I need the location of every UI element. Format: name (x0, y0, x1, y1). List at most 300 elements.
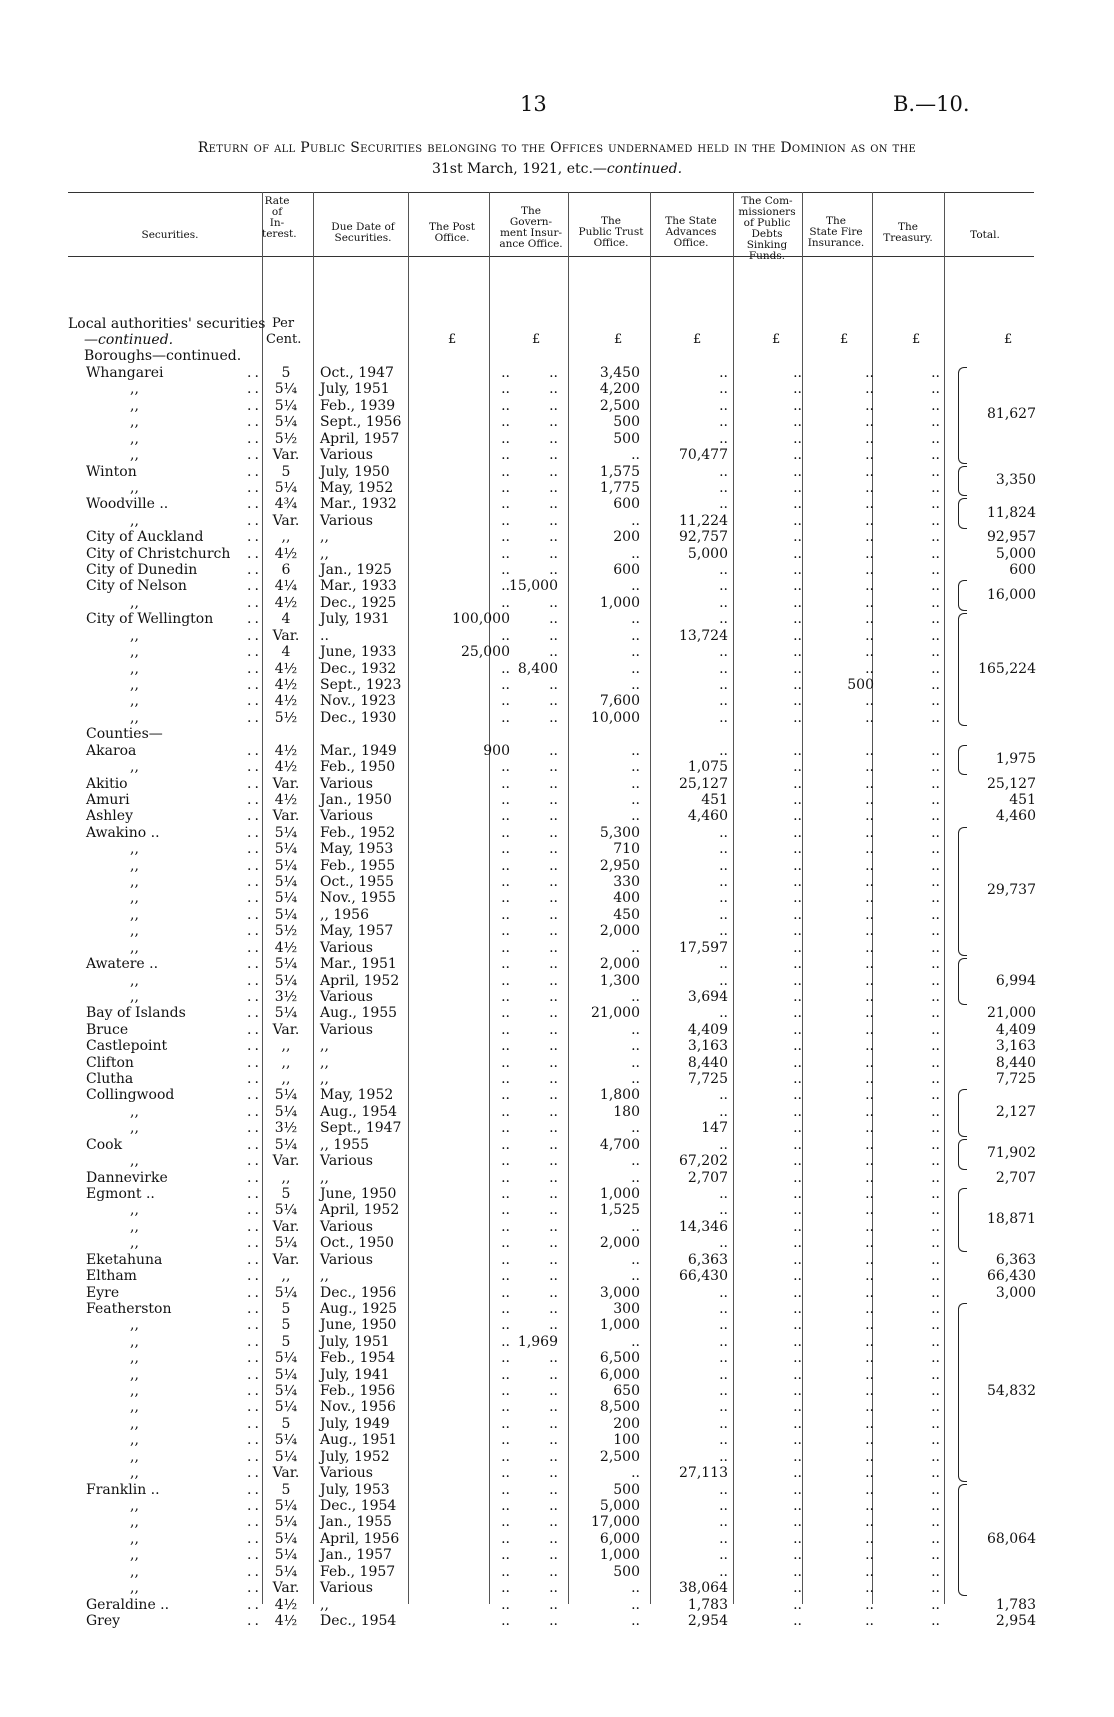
gov-insurance-value: .. (549, 775, 558, 792)
leader-dots: .. (247, 1005, 262, 1022)
commissioners-value: .. (793, 1186, 802, 1202)
due-date: Dec., 1954 (320, 1612, 397, 1629)
state-advances-value: .. (719, 644, 728, 661)
treasury-value: .. (931, 1268, 940, 1285)
state-fire-value: .. (865, 512, 874, 529)
table-row (0, 529, 1114, 545)
interest-rate: 4½ (274, 759, 298, 776)
public-trust-value: .. (631, 447, 640, 464)
col-head-line: Advances (665, 226, 717, 238)
due-date: Various (320, 1251, 373, 1268)
public-trust-value: 1,000 (599, 594, 640, 611)
post-office-value: .. (501, 660, 510, 677)
subtitle-continued: continued. (606, 161, 683, 177)
due-date: Jan., 1925 (320, 562, 392, 579)
interest-rate: 5¼ (274, 874, 298, 891)
leader-dots: .. (247, 397, 262, 414)
table-row (0, 1087, 1114, 1103)
treasury-value: .. (931, 1580, 940, 1597)
state-fire-value: .. (865, 709, 874, 726)
treasury-value: .. (931, 709, 940, 726)
post-office-value: .. (501, 1186, 510, 1202)
due-date: Various (320, 1580, 373, 1597)
interest-rate: 5¼ (274, 1350, 298, 1367)
security-name: ,, (130, 644, 139, 661)
commissioners-value: .. (793, 660, 802, 677)
public-trust-value: .. (631, 791, 640, 808)
security-name: Akaroa (86, 742, 137, 759)
table-row (0, 1153, 1114, 1169)
commissioners-value: .. (793, 463, 802, 480)
public-trust-value: 2,000 (599, 956, 640, 973)
col-head-adv (655, 216, 727, 249)
state-advances-value: .. (719, 463, 728, 480)
gov-insurance-value: .. (549, 1235, 558, 1252)
leader-dots: .. (247, 562, 262, 579)
leader-dots: .. (247, 1333, 262, 1350)
treasury-value: .. (931, 1514, 940, 1531)
commissioners-value: .. (793, 1563, 802, 1580)
state-fire-value: .. (865, 496, 874, 513)
row-total: 3,163 (995, 1038, 1036, 1055)
commissioners-value: .. (793, 1284, 802, 1301)
group-total: 1,975 (995, 751, 1036, 768)
commissioners-value: .. (793, 594, 802, 611)
due-date: Various (320, 1218, 373, 1235)
state-fire-value: .. (865, 430, 874, 447)
treasury-value: .. (931, 1612, 940, 1629)
state-advances-value: .. (719, 676, 728, 693)
treasury-value: .. (931, 1481, 940, 1498)
security-name: Grey (86, 1612, 121, 1629)
group-total: 6,994 (995, 972, 1036, 989)
post-office-value: .. (501, 1103, 510, 1120)
public-trust-value: .. (631, 988, 640, 1005)
table-row (0, 726, 1114, 742)
security-name: ,, (130, 906, 139, 923)
public-trust-value: 500 (613, 1481, 640, 1498)
state-advances-value: .. (719, 1383, 728, 1400)
state-fire-value: .. (865, 956, 874, 973)
col-head-fire (802, 216, 870, 249)
security-name: ,, (130, 693, 139, 710)
col-head-line: Office. (673, 237, 709, 249)
state-fire-value: .. (865, 627, 874, 644)
due-date: Various (320, 512, 373, 529)
leader-dots: .. (247, 365, 262, 381)
treasury-value: .. (931, 1317, 940, 1334)
post-office-value: 25,000 (461, 644, 510, 661)
table-row (0, 381, 1114, 397)
due-date: Mar., 1951 (320, 956, 397, 973)
commissioners-value: .. (793, 627, 802, 644)
gov-insurance-value: .. (549, 611, 558, 628)
section-heading-2: —continued. (84, 332, 174, 348)
interest-rate: 4½ (274, 939, 298, 956)
state-fire-value: .. (865, 759, 874, 776)
commissioners-value: .. (793, 562, 802, 579)
table-row (0, 595, 1114, 611)
col-head-tres (876, 222, 940, 244)
public-trust-value: .. (631, 1153, 640, 1170)
state-fire-value: .. (865, 1481, 874, 1498)
row-total: 7,725 (995, 1071, 1036, 1088)
col-head-line: The (601, 215, 621, 227)
state-advances-value: .. (719, 1136, 728, 1153)
commissioners-value: .. (793, 742, 802, 759)
state-fire-value: .. (865, 988, 874, 1005)
gov-insurance-value: .. (549, 644, 558, 661)
due-date: Mar., 1949 (320, 742, 397, 759)
security-name: ,, (130, 1333, 139, 1350)
state-fire-value: .. (865, 1202, 874, 1219)
leader-dots: .. (247, 693, 262, 710)
commissioners-value: .. (793, 1202, 802, 1219)
state-fire-value: .. (865, 414, 874, 431)
security-name: Egmont .. (86, 1186, 155, 1202)
public-trust-value: .. (631, 1021, 640, 1038)
leader-dots: .. (247, 1415, 262, 1432)
interest-rate: 5 (281, 1317, 291, 1334)
interest-rate: 5¼ (274, 381, 298, 398)
state-fire-value: .. (865, 447, 874, 464)
leader-dots: .. (247, 906, 262, 923)
state-advances-value: .. (719, 1202, 728, 1219)
interest-rate: 5¼ (274, 1202, 298, 1219)
leader-dots: .. (247, 414, 262, 431)
treasury-value: .. (931, 874, 940, 891)
gov-insurance-value: .. (549, 1169, 558, 1186)
due-date: May, 1952 (320, 479, 394, 496)
public-trust-value: .. (631, 545, 640, 562)
gov-insurance-value: .. (549, 1186, 558, 1202)
table-row (0, 1301, 1114, 1317)
row-total: 2,954 (995, 1612, 1036, 1629)
table-row (0, 1613, 1114, 1629)
leader-dots: .. (247, 644, 262, 661)
post-office-value: .. (501, 1169, 510, 1186)
commissioners-value: .. (793, 1038, 802, 1055)
table-row (0, 447, 1114, 463)
due-date: Aug., 1925 (320, 1300, 398, 1317)
leader-dots: .. (247, 775, 262, 792)
public-trust-value: .. (631, 1268, 640, 1285)
col-head-line: of Public (743, 217, 791, 229)
table-row (0, 1186, 1114, 1202)
commissioners-value: .. (793, 693, 802, 710)
treasury-value: .. (931, 841, 940, 858)
state-fire-value: .. (865, 1087, 874, 1104)
gov-insurance-value: .. (549, 1481, 558, 1498)
public-trust-value: 6,000 (599, 1366, 640, 1383)
table-row (0, 644, 1114, 660)
public-trust-value: 4,200 (599, 381, 640, 398)
state-advances-value: .. (719, 1432, 728, 1449)
due-date: July, 1953 (320, 1481, 390, 1498)
state-advances-value: 27,113 (679, 1465, 728, 1482)
commissioners-value: .. (793, 1383, 802, 1400)
commissioners-value: .. (793, 1596, 802, 1613)
interest-rate: 6 (281, 562, 291, 579)
public-trust-value: 8,500 (599, 1399, 640, 1416)
row-total: 3,000 (995, 1284, 1036, 1301)
commissioners-value: .. (793, 1136, 802, 1153)
treasury-value: .. (931, 1235, 940, 1252)
security-name: ,, (130, 1448, 139, 1465)
due-date: Various (320, 1021, 373, 1038)
group-total: 29,737 (987, 882, 1036, 899)
post-office-value: .. (501, 529, 510, 546)
col-head-line: Funds. (748, 250, 786, 262)
due-date: Feb., 1939 (320, 397, 396, 414)
interest-rate: 4 (281, 611, 291, 628)
group-total: 68,064 (987, 1531, 1036, 1548)
state-fire-value: .. (865, 1071, 874, 1088)
security-name: ,, (130, 1432, 139, 1449)
interest-rate: 4½ (274, 693, 298, 710)
gov-insurance-value: .. (549, 1153, 558, 1170)
gov-insurance-value: .. (549, 906, 558, 923)
due-date: May, 1952 (320, 1087, 394, 1104)
table-row (0, 1531, 1114, 1547)
due-date: Jan., 1950 (320, 791, 392, 808)
col-head-total: Total. (970, 229, 1000, 241)
table-row (0, 1202, 1114, 1218)
table-row (0, 743, 1114, 759)
state-fire-value: .. (865, 939, 874, 956)
commissioners-value: .. (793, 1235, 802, 1252)
commissioners-value: .. (793, 414, 802, 431)
col-head-line: Govern- (509, 216, 553, 228)
treasury-value: .. (931, 857, 940, 874)
treasury-value: .. (931, 775, 940, 792)
security-name: ,, (130, 857, 139, 874)
state-fire-value: .. (865, 1563, 874, 1580)
post-office-value: .. (501, 906, 510, 923)
table-row (0, 398, 1114, 414)
commissioners-value: .. (793, 1120, 802, 1137)
leader-dots: .. (247, 1021, 262, 1038)
post-office-value: .. (501, 791, 510, 808)
state-advances-value: .. (719, 1317, 728, 1334)
col-head-line: Due Date of (331, 221, 395, 233)
interest-rate: 4 (281, 644, 291, 661)
state-fire-value: .. (865, 1120, 874, 1137)
leader-dots: .. (247, 496, 262, 513)
interest-rate: Var. (272, 447, 300, 464)
state-advances-value: .. (719, 841, 728, 858)
post-office-value: .. (501, 874, 510, 891)
table-row (0, 989, 1114, 1005)
gov-insurance-value: 8,400 (517, 660, 558, 677)
security-name: ,, (130, 414, 139, 431)
commissioners-value: .. (793, 923, 802, 940)
table-row (0, 776, 1114, 792)
commissioners-value: .. (793, 397, 802, 414)
row-total: 4,409 (995, 1021, 1036, 1038)
commissioners-value: .. (793, 939, 802, 956)
state-fire-value: .. (865, 923, 874, 940)
gov-insurance-value: .. (549, 890, 558, 907)
post-office-value: .. (501, 1350, 510, 1367)
interest-rate: 4½ (274, 1596, 298, 1613)
state-advances-value: .. (719, 381, 728, 398)
public-trust-value: 200 (613, 529, 640, 546)
post-office-value: .. (501, 1547, 510, 1564)
table-row (0, 1334, 1114, 1350)
state-fire-value: .. (865, 1300, 874, 1317)
commissioners-value: .. (793, 759, 802, 776)
commissioners-value: .. (793, 479, 802, 496)
state-fire-value: .. (865, 1448, 874, 1465)
commissioners-value: .. (793, 1415, 802, 1432)
state-advances-value: .. (719, 1235, 728, 1252)
treasury-value: .. (931, 1547, 940, 1564)
state-advances-value: .. (719, 578, 728, 595)
post-office-value: .. (501, 1596, 510, 1613)
table-row (0, 890, 1114, 906)
table-row (0, 1482, 1114, 1498)
public-trust-value: .. (631, 808, 640, 825)
gov-insurance-value: .. (549, 1580, 558, 1597)
interest-rate: 5¼ (274, 956, 298, 973)
due-date: June, 1950 (320, 1186, 397, 1202)
interest-rate: 5 (281, 1300, 291, 1317)
leader-dots: .. (247, 890, 262, 907)
post-office-value: .. (501, 1497, 510, 1514)
security-name: ,, (130, 397, 139, 414)
post-office-value: .. (501, 988, 510, 1005)
public-trust-value: .. (631, 1120, 640, 1137)
commissioners-value: .. (793, 1169, 802, 1186)
col-head-line: Insurance. (807, 237, 865, 249)
interest-rate: 5½ (274, 923, 298, 940)
gov-insurance-value: .. (549, 1202, 558, 1219)
state-advances-value: .. (719, 1186, 728, 1202)
gov-insurance-value: .. (549, 1415, 558, 1432)
state-advances-value: 70,477 (679, 447, 728, 464)
public-trust-value: 330 (613, 874, 640, 891)
due-date: Jan., 1955 (320, 1514, 392, 1531)
leader-dots: .. (247, 1218, 262, 1235)
security-name: ,, (130, 709, 139, 726)
interest-rate: 4½ (274, 660, 298, 677)
treasury-value: .. (931, 1021, 940, 1038)
commissioners-value: .. (793, 1366, 802, 1383)
treasury-value: .. (931, 430, 940, 447)
gov-insurance-value: .. (549, 545, 558, 562)
treasury-value: .. (931, 1366, 940, 1383)
interest-rate: 5 (281, 1186, 291, 1202)
commissioners-value: .. (793, 1268, 802, 1285)
security-name: ,, (130, 1580, 139, 1597)
public-trust-value: 450 (613, 906, 640, 923)
commissioners-value: .. (793, 1465, 802, 1482)
security-name: Collingwood (86, 1087, 175, 1104)
table-row (0, 1104, 1114, 1120)
due-date: Various (320, 808, 373, 825)
due-date: Dec., 1930 (320, 709, 397, 726)
interest-rate: Var. (272, 1153, 300, 1170)
post-office-value: .. (501, 1218, 510, 1235)
table-row (0, 1268, 1114, 1284)
public-trust-value: .. (631, 1054, 640, 1071)
security-name: ,, (130, 1415, 139, 1432)
leader-dots: .. (247, 447, 262, 464)
leader-dots: .. (247, 1268, 262, 1285)
table-row (0, 562, 1114, 578)
public-trust-value: 3,450 (599, 365, 640, 381)
table-row (0, 464, 1114, 480)
interest-rate: 5¼ (274, 397, 298, 414)
post-office-value: .. (501, 1465, 510, 1482)
table-row (0, 628, 1114, 644)
commissioners-value: .. (793, 1350, 802, 1367)
due-date: July, 1941 (320, 1366, 390, 1383)
interest-rate: 5½ (274, 709, 298, 726)
col-head-line: ment Insur- (499, 227, 563, 239)
state-advances-value: .. (719, 857, 728, 874)
state-advances-value: 13,724 (679, 627, 728, 644)
public-trust-value: 600 (613, 496, 640, 513)
interest-rate: 4½ (274, 545, 298, 562)
post-office-value: .. (501, 841, 510, 858)
leader-dots: .. (247, 529, 262, 546)
due-date: Aug., 1951 (320, 1432, 398, 1449)
security-name: ,, (130, 381, 139, 398)
row-total: 1,783 (995, 1596, 1036, 1613)
post-office-value: .. (501, 479, 510, 496)
state-advances-value: 2,954 (687, 1612, 728, 1629)
due-date: June, 1950 (320, 1317, 397, 1334)
state-fire-value: .. (865, 1317, 874, 1334)
gov-insurance-value: .. (549, 1547, 558, 1564)
leader-dots: .. (247, 1317, 262, 1334)
interest-rate: 4½ (274, 791, 298, 808)
gov-insurance-value: .. (549, 972, 558, 989)
security-name: ,, (130, 988, 139, 1005)
commissioners-value: .. (793, 857, 802, 874)
interest-rate: 5¼ (274, 972, 298, 989)
interest-rate: Var. (272, 775, 300, 792)
state-fire-value: .. (865, 808, 874, 825)
commissioners-value: .. (793, 496, 802, 513)
state-advances-value: .. (719, 709, 728, 726)
leader-dots: .. (247, 1465, 262, 1482)
treasury-value: .. (931, 578, 940, 595)
state-fire-value: .. (865, 1432, 874, 1449)
state-advances-value: 1,075 (687, 759, 728, 776)
state-advances-value: .. (719, 874, 728, 891)
treasury-value: .. (931, 759, 940, 776)
col-head-line: The Com- (741, 195, 793, 207)
commissioners-value: .. (793, 1005, 802, 1022)
post-office-value: .. (501, 808, 510, 825)
unit-pound-adv: £ (693, 332, 702, 347)
state-advances-value: 7,725 (687, 1071, 728, 1088)
post-office-value: .. (501, 1530, 510, 1547)
interest-rate: 5¼ (274, 1530, 298, 1547)
state-advances-value: .. (719, 906, 728, 923)
interest-rate: 3½ (274, 1120, 298, 1137)
due-date: Jan., 1957 (320, 1547, 392, 1564)
treasury-value: .. (931, 479, 940, 496)
post-office-value: .. (501, 1202, 510, 1219)
table-row (0, 431, 1114, 447)
interest-rate: 5¼ (274, 1432, 298, 1449)
state-fire-value: .. (865, 693, 874, 710)
public-trust-value: 300 (613, 1300, 640, 1317)
